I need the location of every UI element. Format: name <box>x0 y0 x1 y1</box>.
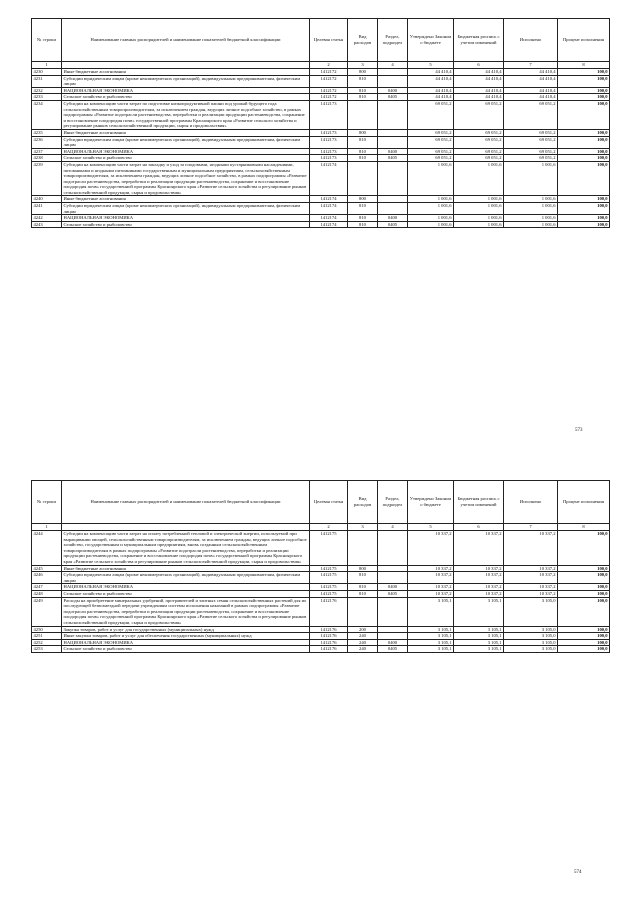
row-executed: 69 051,2 <box>504 100 558 129</box>
header-executed: Исполнено <box>504 19 558 62</box>
row-percent: 100,0 <box>558 87 610 94</box>
header-expense-type: Вид расходов <box>348 481 378 524</box>
row-number: 4235 <box>32 129 62 136</box>
table-row <box>32 69 610 76</box>
row-budget-list: 10 337,2 <box>454 531 504 566</box>
header-index: 8 <box>558 524 610 531</box>
row-name: Иные бюджетные ассигнования <box>62 69 310 76</box>
row-percent: 100,0 <box>558 597 610 626</box>
row-number: 4242 <box>32 215 62 222</box>
row-target-article: 1412176 <box>310 639 348 646</box>
table-row <box>32 161 610 196</box>
row-target-article: 1412174 <box>310 196 348 203</box>
row-section: 0405 <box>378 590 408 597</box>
row-name: Субсидии на компенсацию части затрат на закладку и уход за плодовыми, ягодными кустарниковыми насаждениями, питомниками и ягодными питомниками государственным и муниципальным предприятиям, сельскохозяйственным товаропроизводителям, за исключением граждан, ведущих личное подсобное хозяйство, в рамках подпрограммы «Развитие подотрасли растениеводства, переработки и реализации продукции растениеводства, сохранение и восстановление плодородия почв» государственной программы Красноярского края «Развитие сельского хозяйства и регулирование рынков сельскохозяйственной продукции, сырья и продовольствия» <box>62 161 310 196</box>
row-name: НАЦИОНАЛЬНАЯ ЭКОНОМИКА <box>62 584 310 591</box>
row-executed: 44 410,4 <box>504 94 558 101</box>
header-approved: Утверждено Законом о бюджете <box>408 19 454 62</box>
row-number: 4233 <box>32 94 62 101</box>
table-row <box>32 590 610 597</box>
row-approved: 69 051,2 <box>408 155 454 162</box>
header-index: 7 <box>504 62 558 69</box>
table-row <box>32 597 610 626</box>
row-percent: 100,0 <box>558 633 610 640</box>
row-percent: 100,0 <box>558 626 610 633</box>
row-approved: 10 337,2 <box>408 590 454 597</box>
header-expense-type: Вид расходов <box>348 19 378 62</box>
row-name: Сельское хозяйство и рыболовство <box>62 94 310 101</box>
row-number: 4231 <box>32 75 62 87</box>
header-target-article: Целевая статья <box>310 481 348 524</box>
row-name: Сельское хозяйство и рыболовство <box>62 221 310 228</box>
table-row <box>32 221 610 228</box>
header-approved: Утверждено Законом о бюджете <box>408 481 454 524</box>
header-row-number: № строки <box>32 481 62 524</box>
row-approved: 1 001,6 <box>408 161 454 196</box>
table-row <box>32 633 610 640</box>
row-target-article: 1412175 <box>310 572 348 584</box>
row-name: НАЦИОНАЛЬНАЯ ЭКОНОМИКА <box>62 639 310 646</box>
row-approved: 44 410,4 <box>408 94 454 101</box>
row-name: Субсидии юридическим лицам (кроме некоммерческих организаций), индивидуальным предпринимателям, физическим лицам <box>62 572 310 584</box>
header-executed: Исполнено <box>504 481 558 524</box>
row-section: 0405 <box>378 155 408 162</box>
row-name: Иные бюджетные ассигнования <box>62 565 310 572</box>
row-number: 4252 <box>32 639 62 646</box>
row-number: 4245 <box>32 565 62 572</box>
row-executed: 10 337,2 <box>504 584 558 591</box>
row-executed: 44 410,4 <box>504 69 558 76</box>
row-section <box>378 161 408 196</box>
row-budget-list: 44 410,4 <box>454 94 504 101</box>
row-expense-type: 810 <box>348 155 378 162</box>
row-approved: 69 051,2 <box>408 136 454 148</box>
budget-table-page-1 <box>31 18 610 228</box>
row-executed: 69 051,2 <box>504 136 558 148</box>
row-section <box>378 633 408 640</box>
row-target-article: 1412175 <box>310 584 348 591</box>
row-name: НАЦИОНАЛЬНАЯ ЭКОНОМИКА <box>62 148 310 155</box>
table-row <box>32 155 610 162</box>
row-percent: 100,0 <box>558 572 610 584</box>
row-section <box>378 572 408 584</box>
row-number: 4239 <box>32 161 62 196</box>
header-index: 6 <box>454 524 504 531</box>
row-name: Сельское хозяйство и рыболовство <box>62 646 310 653</box>
row-section: 0405 <box>378 221 408 228</box>
row-budget-list: 1 001,6 <box>454 221 504 228</box>
row-target-article: 1412175 <box>310 590 348 597</box>
row-executed: 3 105,0 <box>504 646 558 653</box>
row-budget-list: 3 105,1 <box>454 633 504 640</box>
row-section <box>378 531 408 566</box>
table-row <box>32 87 610 94</box>
table-body <box>32 69 610 228</box>
row-name: НАЦИОНАЛЬНАЯ ЭКОНОМИКА <box>62 87 310 94</box>
row-executed: 3 105,0 <box>504 639 558 646</box>
row-number: 4247 <box>32 584 62 591</box>
row-number: 4232 <box>32 87 62 94</box>
row-name: Субсидии юридическим лицам (кроме некоммерческих организаций), индивидуальным предпринимателям, физическим лицам <box>62 136 310 148</box>
row-name: Иные бюджетные ассигнования <box>62 129 310 136</box>
header-index: 4 <box>378 62 408 69</box>
row-target-article: 1412174 <box>310 203 348 215</box>
row-target-article: 1412175 <box>310 531 348 566</box>
row-percent: 100,0 <box>558 221 610 228</box>
row-percent: 100,0 <box>558 94 610 101</box>
row-percent: 100,0 <box>558 196 610 203</box>
row-section <box>378 136 408 148</box>
row-name: Субсидии юридическим лицам (кроме некоммерческих организаций), индивидуальным предпринимателям, физическим лицам <box>62 203 310 215</box>
row-approved: 69 051,2 <box>408 100 454 129</box>
table-row <box>32 75 610 87</box>
row-budget-list: 1 001,6 <box>454 196 504 203</box>
header-section: Раздел, подраздел <box>378 19 408 62</box>
row-budget-list: 69 051,2 <box>454 148 504 155</box>
row-approved: 10 337,2 <box>408 531 454 566</box>
table-row <box>32 646 610 653</box>
row-percent: 100,0 <box>558 75 610 87</box>
row-name: Иные бюджетные ассигнования <box>62 196 310 203</box>
row-name: Закупка товаров, работ и услуг для государственных (муниципальных) нужд <box>62 626 310 633</box>
table-row <box>32 129 610 136</box>
row-approved: 3 105,1 <box>408 633 454 640</box>
table-row <box>32 626 610 633</box>
row-section: 0400 <box>378 87 408 94</box>
row-number: 4236 <box>32 136 62 148</box>
row-percent: 100,0 <box>558 69 610 76</box>
row-approved: 1 001,6 <box>408 203 454 215</box>
row-target-article: 1412173 <box>310 100 348 129</box>
row-executed: 3 105,0 <box>504 597 558 626</box>
row-number: 4253 <box>32 646 62 653</box>
row-target-article: 1412173 <box>310 155 348 162</box>
row-budget-list: 1 001,6 <box>454 215 504 222</box>
row-target-article: 1412174 <box>310 215 348 222</box>
table-row <box>32 196 610 203</box>
row-approved: 1 001,6 <box>408 221 454 228</box>
row-target-article: 1412175 <box>310 565 348 572</box>
header-index: 6 <box>454 62 504 69</box>
row-percent: 100,0 <box>558 100 610 129</box>
table-body <box>32 531 610 653</box>
row-section: 0400 <box>378 148 408 155</box>
row-executed: 1 001,6 <box>504 161 558 196</box>
row-target-article: 1412172 <box>310 94 348 101</box>
row-budget-list: 44 410,4 <box>454 87 504 94</box>
row-number: 4244 <box>32 531 62 566</box>
row-executed: 10 337,2 <box>504 572 558 584</box>
row-number: 4238 <box>32 155 62 162</box>
row-approved: 10 337,2 <box>408 584 454 591</box>
row-executed: 69 051,2 <box>504 155 558 162</box>
row-budget-list: 44 410,4 <box>454 69 504 76</box>
row-percent: 100,0 <box>558 203 610 215</box>
row-expense-type <box>348 100 378 129</box>
header-budget-list: Бюджетная роспись с учетом изменений <box>454 481 504 524</box>
row-expense-type: 800 <box>348 69 378 76</box>
row-expense-type: 240 <box>348 633 378 640</box>
header-index <box>62 62 310 69</box>
table-row <box>32 215 610 222</box>
table-row <box>32 565 610 572</box>
table-row <box>32 531 610 566</box>
row-approved: 3 105,1 <box>408 646 454 653</box>
header-index: 1 <box>32 524 62 531</box>
row-approved: 3 105,1 <box>408 639 454 646</box>
row-budget-list: 69 051,2 <box>454 136 504 148</box>
row-expense-type: 810 <box>348 584 378 591</box>
header-index: 2 <box>310 524 348 531</box>
row-target-article: 1412174 <box>310 161 348 196</box>
row-budget-list: 69 051,2 <box>454 129 504 136</box>
row-section <box>378 565 408 572</box>
row-target-article: 1412172 <box>310 87 348 94</box>
row-expense-type: 810 <box>348 590 378 597</box>
header-budget-list: Бюджетная роспись с учетом изменений <box>454 19 504 62</box>
row-expense-type: 810 <box>348 75 378 87</box>
row-section <box>378 129 408 136</box>
row-number: 4241 <box>32 203 62 215</box>
row-number: 4250 <box>32 626 62 633</box>
row-approved: 69 051,2 <box>408 148 454 155</box>
row-executed: 44 410,4 <box>504 87 558 94</box>
row-budget-list: 1 001,6 <box>454 203 504 215</box>
row-expense-type: 810 <box>348 136 378 148</box>
row-budget-list: 3 105,1 <box>454 626 504 633</box>
row-executed: 69 051,2 <box>504 148 558 155</box>
header-name: Наименование главных распорядителей и наименование показателей бюджетной классификации <box>62 19 310 62</box>
row-number: 4248 <box>32 590 62 597</box>
row-name: Субсидии на компенсацию части затрат на оплату потребленной тепловой и электрической энергии, используемой при выращивании овощей, сельскохозяйственным товаропроизводителям, за исключением граждан, ведущих личное подсобное хозяйство, государственным и муниципальным предприятиям, вновь созданным сельскохозяйственным товаропроизводителям в рамках подпрограммы «Развитие подотрасли растениеводства, переработки и реализации продукции растениеводства, сохранение и восстановление плодородия почв» государственной программы Красноярского края «Развитие сельского хозяйства и регулирование рынков сельскохозяйственной продукции, сырья и продовольствия» <box>62 531 310 566</box>
row-expense-type: 240 <box>348 646 378 653</box>
row-name: Иные закупки товаров, работ и услуг для обеспечения государственных (муниципальных) нужд <box>62 633 310 640</box>
header-target-article: Целевая статья <box>310 19 348 62</box>
header-index: 4 <box>378 524 408 531</box>
header-index: 7 <box>504 524 558 531</box>
row-executed: 1 001,6 <box>504 215 558 222</box>
row-approved: 69 051,2 <box>408 129 454 136</box>
row-percent: 100,0 <box>558 646 610 653</box>
row-target-article: 1412173 <box>310 136 348 148</box>
row-percent: 100,0 <box>558 531 610 566</box>
row-approved: 3 105,1 <box>408 597 454 626</box>
header-row-number: № строки <box>32 19 62 62</box>
row-percent: 100,0 <box>558 161 610 196</box>
row-target-article: 1412176 <box>310 646 348 653</box>
row-section: 0400 <box>378 584 408 591</box>
row-percent: 100,0 <box>558 639 610 646</box>
row-executed: 1 001,6 <box>504 221 558 228</box>
row-number: 4240 <box>32 196 62 203</box>
table-row <box>32 572 610 584</box>
page-number: 574 <box>574 870 582 875</box>
row-expense-type: 800 <box>348 129 378 136</box>
page-number: 573 <box>575 428 583 433</box>
row-number: 4251 <box>32 633 62 640</box>
row-section: 0405 <box>378 646 408 653</box>
row-expense-type <box>348 597 378 626</box>
row-percent: 100,0 <box>558 148 610 155</box>
row-number: 4230 <box>32 69 62 76</box>
row-target-article: 1412176 <box>310 597 348 626</box>
header-index: 5 <box>408 62 454 69</box>
row-budget-list: 10 337,2 <box>454 572 504 584</box>
row-target-article: 1412174 <box>310 221 348 228</box>
row-executed: 10 337,2 <box>504 590 558 597</box>
row-name: Сельское хозяйство и рыболовство <box>62 590 310 597</box>
row-percent: 100,0 <box>558 129 610 136</box>
row-approved: 44 410,4 <box>408 69 454 76</box>
row-section <box>378 69 408 76</box>
row-expense-type: 240 <box>348 639 378 646</box>
row-expense-type <box>348 161 378 196</box>
row-budget-list: 44 410,4 <box>454 75 504 87</box>
table-row <box>32 639 610 646</box>
row-expense-type: 810 <box>348 215 378 222</box>
row-number: 4237 <box>32 148 62 155</box>
row-expense-type: 800 <box>348 565 378 572</box>
row-executed: 3 105,0 <box>504 633 558 640</box>
row-section <box>378 203 408 215</box>
row-budget-list: 69 051,2 <box>454 155 504 162</box>
row-expense-type: 810 <box>348 221 378 228</box>
row-percent: 100,0 <box>558 565 610 572</box>
row-expense-type: 800 <box>348 196 378 203</box>
row-target-article: 1412176 <box>310 626 348 633</box>
budget-table-page-2 <box>31 480 610 653</box>
header-section: Раздел, подраздел <box>378 481 408 524</box>
row-section: 0400 <box>378 639 408 646</box>
row-section: 0405 <box>378 94 408 101</box>
row-number: 4243 <box>32 221 62 228</box>
row-expense-type: 200 <box>348 626 378 633</box>
row-executed: 10 337,2 <box>504 565 558 572</box>
header-name: Наименование главных распорядителей и наименование показателей бюджетной классификации <box>62 481 310 524</box>
row-expense-type: 810 <box>348 94 378 101</box>
table-row <box>32 203 610 215</box>
table-row <box>32 94 610 101</box>
row-approved: 1 001,6 <box>408 215 454 222</box>
row-name: Субсидии на компенсацию части затрат по подготовке низкопродуктивной пашни под урожай будущего года сельскохозяйственным товаропроизводителям, за исключением граждан, ведущих личное подсобное хозяйство, в рамках подпрограммы «Развитие подотрасли растениеводства, переработки и реализации продукции растениеводства, сохранение и восстановление плодородия почв» государственной программы Красноярского края «Развитие сельского хозяйства и регулирование рынков сельскохозяйственной продукции, сырья и продовольствия» <box>62 100 310 129</box>
row-approved: 3 105,1 <box>408 626 454 633</box>
row-executed: 3 105,0 <box>504 626 558 633</box>
table-row <box>32 100 610 129</box>
row-approved: 1 001,6 <box>408 196 454 203</box>
row-name: Расходы на приобретение минеральных удобрений, протравителей и элитных семян сельскохозяйственных растений для их последующей безвозмездной передачи учреждениям системы исполнения наказаний в рамках подпрограммы «Развитие подотрасли растениеводства, переработки и реализации продукции растениеводства, сохранение и восстановление плодородия почв» государственной программы Красноярского края «Развитие сельского хозяйства и регулирование рынков сельскохозяйственной продукции, сырья и продовольствия» <box>62 597 310 626</box>
row-approved: 10 337,2 <box>408 565 454 572</box>
row-executed: 1 001,6 <box>504 196 558 203</box>
row-target-article: 1412172 <box>310 69 348 76</box>
row-number: 4246 <box>32 572 62 584</box>
row-number: 4234 <box>32 100 62 129</box>
row-target-article: 1412176 <box>310 633 348 640</box>
row-budget-list: 3 105,1 <box>454 646 504 653</box>
row-budget-list: 10 337,2 <box>454 590 504 597</box>
row-target-article: 1412173 <box>310 148 348 155</box>
row-approved: 44 410,4 <box>408 87 454 94</box>
row-section <box>378 75 408 87</box>
row-expense-type: 810 <box>348 572 378 584</box>
header-index: 2 <box>310 62 348 69</box>
row-percent: 100,0 <box>558 590 610 597</box>
row-expense-type <box>348 531 378 566</box>
header-index <box>62 524 310 531</box>
row-section <box>378 626 408 633</box>
row-executed: 1 001,6 <box>504 203 558 215</box>
table-row <box>32 136 610 148</box>
table-row <box>32 584 610 591</box>
header-percent: Процент исполнения <box>558 481 610 524</box>
row-approved: 44 410,4 <box>408 75 454 87</box>
row-executed: 10 337,2 <box>504 531 558 566</box>
row-target-article: 1412173 <box>310 129 348 136</box>
row-expense-type: 810 <box>348 87 378 94</box>
row-budget-list: 10 337,2 <box>454 565 504 572</box>
header-percent: Процент исполнения <box>558 19 610 62</box>
row-percent: 100,0 <box>558 584 610 591</box>
row-percent: 100,0 <box>558 155 610 162</box>
row-name: Сельское хозяйство и рыболовство <box>62 155 310 162</box>
row-executed: 69 051,2 <box>504 129 558 136</box>
row-target-article: 1412172 <box>310 75 348 87</box>
row-budget-list: 10 337,2 <box>454 584 504 591</box>
row-percent: 100,0 <box>558 215 610 222</box>
row-budget-list: 3 105,1 <box>454 597 504 626</box>
row-expense-type: 810 <box>348 148 378 155</box>
row-expense-type: 810 <box>348 203 378 215</box>
header-index: 3 <box>348 62 378 69</box>
row-section: 0400 <box>378 215 408 222</box>
row-budget-list: 3 105,1 <box>454 639 504 646</box>
row-section <box>378 597 408 626</box>
header-index: 8 <box>558 62 610 69</box>
header-index: 5 <box>408 524 454 531</box>
row-budget-list: 69 051,2 <box>454 100 504 129</box>
row-name: Субсидии юридическим лицам (кроме некоммерческих организаций), индивидуальным предпринимателям, физическим лицам <box>62 75 310 87</box>
row-budget-list: 1 001,6 <box>454 161 504 196</box>
row-section <box>378 100 408 129</box>
table-row <box>32 148 610 155</box>
row-executed: 44 410,4 <box>504 75 558 87</box>
header-index: 3 <box>348 524 378 531</box>
row-approved: 10 337,2 <box>408 572 454 584</box>
row-number: 4249 <box>32 597 62 626</box>
row-percent: 100,0 <box>558 136 610 148</box>
row-name: НАЦИОНАЛЬНАЯ ЭКОНОМИКА <box>62 215 310 222</box>
row-section <box>378 196 408 203</box>
header-index: 1 <box>32 62 62 69</box>
